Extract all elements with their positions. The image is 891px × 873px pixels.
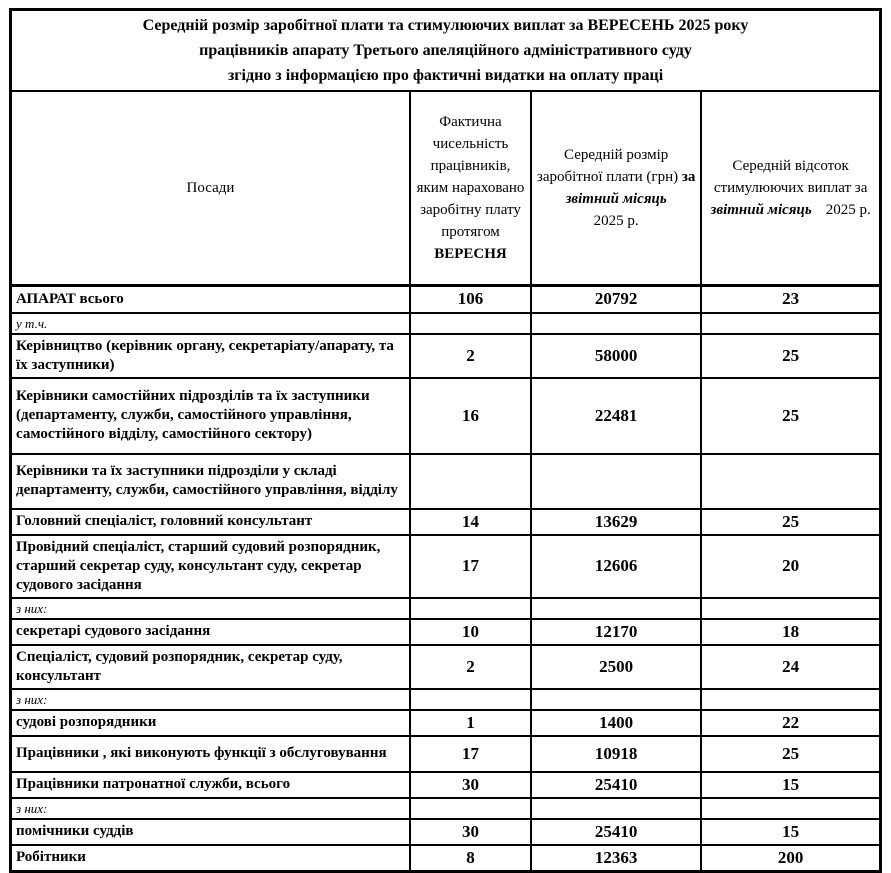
row-label: секретарі судового засідання (11, 619, 410, 645)
row-count-cell: 2 (410, 645, 531, 689)
col-header-stimulus-text: Середній відсоток стимулюючих виплат за (713, 158, 868, 196)
row-count-cell: 8 (410, 845, 531, 872)
row-count-cell (410, 454, 531, 509)
row-count-cell: 1 (410, 710, 531, 736)
row-salary-cell (531, 313, 701, 334)
title-row (11, 10, 881, 92)
table-row (11, 798, 881, 819)
row-count-cell: 17 (410, 535, 531, 598)
row-percent-cell (701, 598, 880, 619)
row-percent-cell (701, 313, 880, 334)
header-row (11, 91, 881, 286)
report-title (11, 10, 881, 92)
col-header-positions (11, 91, 410, 286)
row-count-cell (410, 598, 531, 619)
row-percent-cell: 200 (701, 845, 880, 872)
table-row (11, 509, 881, 535)
row-label: Керівники та їх заступники підрозділи у складі департаменту, служби, самостійного управління, відділу (11, 454, 410, 509)
table-row (11, 689, 881, 710)
row-salary-cell: 20792 (531, 286, 701, 313)
row-count-cell (410, 798, 531, 819)
row-percent-cell (701, 798, 880, 819)
table-row (11, 710, 881, 736)
row-percent-cell: 22 (701, 710, 880, 736)
row-salary-cell (531, 454, 701, 509)
row-label: помічники суддів (11, 819, 410, 845)
table-row (11, 598, 881, 619)
row-label: з них: (11, 598, 410, 619)
row-count-cell: 10 (410, 619, 531, 645)
row-percent-cell: 25 (701, 334, 880, 378)
row-count-cell: 2 (410, 334, 531, 378)
col-header-stimulus-year: 2025 р. (825, 202, 871, 218)
row-count-cell (410, 313, 531, 334)
row-percent-cell (701, 689, 880, 710)
row-salary-cell: 12606 (531, 535, 701, 598)
row-salary-cell: 12363 (531, 845, 701, 872)
row-label: з них: (11, 798, 410, 819)
row-label: Працівники патронатної служби, всього (11, 772, 410, 798)
table-row (11, 736, 881, 772)
col-header-headcount (410, 91, 531, 286)
row-percent-cell: 20 (701, 535, 880, 598)
row-label: з них: (11, 689, 410, 710)
col-header-stimulus-percent (701, 91, 880, 286)
table-row (11, 619, 881, 645)
salary-report-table (9, 8, 882, 873)
row-count-cell: 14 (410, 509, 531, 535)
row-salary-cell: 25410 (531, 819, 701, 845)
row-label: Керівники самостійних підрозділів та їх заступники (департаменту, служби, самостійного управління, самостійного відділу, самостійного сектору) (11, 378, 410, 454)
row-percent-cell: 15 (701, 772, 880, 798)
row-label: АПАРАТ всього (11, 286, 410, 313)
col-header-avg-salary-za: за (681, 169, 696, 185)
table-row (11, 313, 881, 334)
table-body (11, 286, 881, 872)
row-count-cell: 106 (410, 286, 531, 313)
table-row (11, 645, 881, 689)
row-salary-cell: 12170 (531, 619, 701, 645)
col-header-positions-label: Посади (186, 180, 235, 196)
col-header-avg-salary-period: звітний місяць (565, 191, 667, 207)
row-label: Спеціаліст, судовий розпорядник, секретар суду, консультант (11, 645, 410, 689)
col-header-stimulus-period: звітний місяць (710, 202, 812, 218)
col-header-avg-salary-text: Середній розмір заробітної плати (грн) (536, 147, 679, 185)
table-row (11, 334, 881, 378)
row-count-cell: 30 (410, 819, 531, 845)
row-percent-cell: 25 (701, 509, 880, 535)
row-salary-cell: 25410 (531, 772, 701, 798)
row-count-cell (410, 689, 531, 710)
table-row (11, 819, 881, 845)
row-salary-cell (531, 798, 701, 819)
row-salary-cell: 2500 (531, 645, 701, 689)
row-percent-cell: 23 (701, 286, 880, 313)
row-salary-cell: 13629 (531, 509, 701, 535)
row-salary-cell: 10918 (531, 736, 701, 772)
row-salary-cell: 22481 (531, 378, 701, 454)
row-label: Керівництво (керівник органу, секретаріату/апарату, та їх заступники) (11, 334, 410, 378)
row-salary-cell: 58000 (531, 334, 701, 378)
row-label: у т.ч. (11, 313, 410, 334)
row-percent-cell: 15 (701, 819, 880, 845)
table-row (11, 286, 881, 313)
row-salary-cell (531, 598, 701, 619)
row-label: Робітники (11, 845, 410, 872)
col-header-headcount-text: Фактична чисельність працівників, яким нараховано заробітну плату протягом (416, 114, 525, 240)
col-header-avg-salary-year: 2025 р. (593, 213, 639, 229)
col-header-headcount-month: ВЕРЕСНЯ (434, 246, 507, 262)
row-label: Працівники , які виконують функції з обслуговування (11, 736, 410, 772)
table-row (11, 845, 881, 872)
row-percent-cell: 18 (701, 619, 880, 645)
row-percent-cell (701, 454, 880, 509)
title-line-3: згідно з інформацією про фактичні видатки на оплату праці (227, 67, 664, 84)
row-label: Провідний спеціаліст, старший судовий розпорядник, старший секретар суду, консультант суду, секретар судового засідання (11, 535, 410, 598)
table-row (11, 378, 881, 454)
col-header-avg-salary (531, 91, 701, 286)
title-line-1: Середній розмір заробітної плати та стимулюючих виплат за ВЕРЕСЕНЬ 2025 року (142, 17, 749, 34)
row-percent-cell: 24 (701, 645, 880, 689)
table-row (11, 454, 881, 509)
row-salary-cell: 1400 (531, 710, 701, 736)
row-count-cell: 16 (410, 378, 531, 454)
title-line-2: працівників апарату Третього апеляційного адміністративного суду (199, 42, 692, 59)
row-count-cell: 17 (410, 736, 531, 772)
row-label: Головний спеціаліст, головний консультант (11, 509, 410, 535)
row-count-cell: 30 (410, 772, 531, 798)
table-row (11, 535, 881, 598)
row-salary-cell (531, 689, 701, 710)
table-row (11, 772, 881, 798)
row-percent-cell: 25 (701, 378, 880, 454)
row-percent-cell: 25 (701, 736, 880, 772)
row-label: судові розпорядники (11, 710, 410, 736)
